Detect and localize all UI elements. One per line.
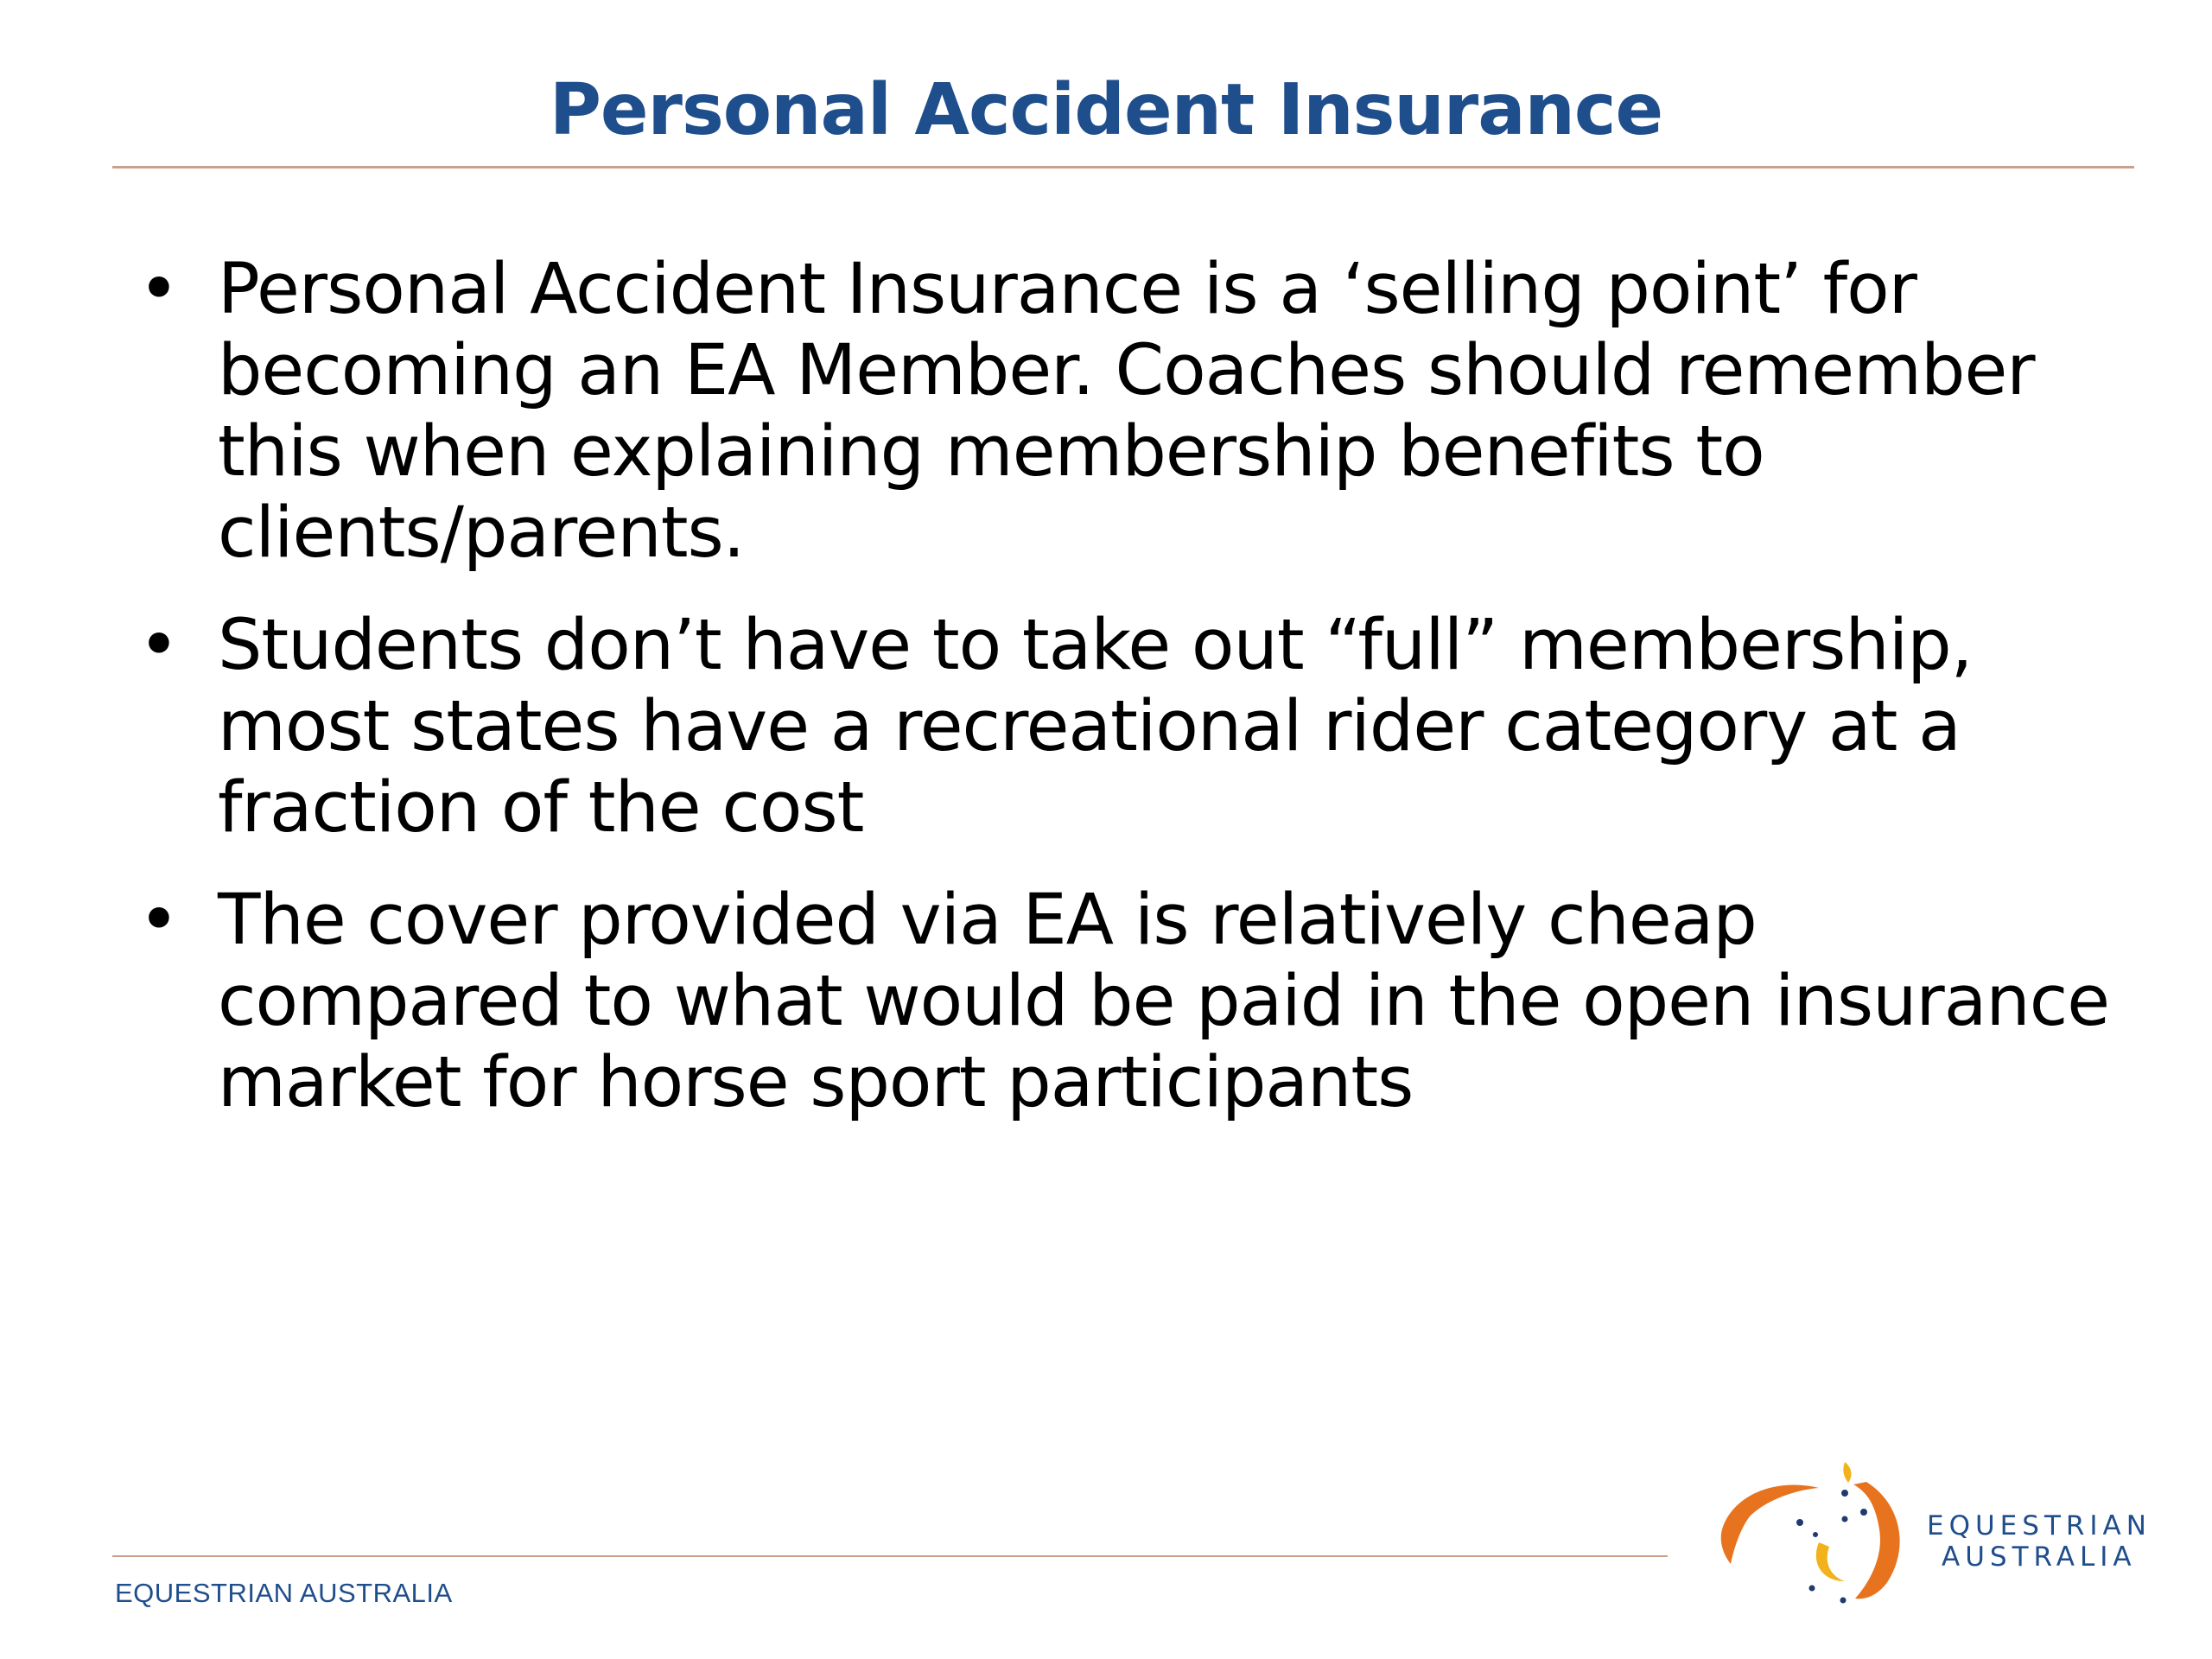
logo-text-line1: EQUESTRIAN [1927, 1510, 2152, 1541]
bullet-text: Personal Accident Insurance is a ‘selling point’ for becoming an EA Member. Coaches should remember this when explaining membership benefits to clients/parents. [218, 249, 2035, 574]
bullet-text: The cover provided via EA is relatively cheap compared to what would be paid in the open insurance market for horse sport participants [218, 880, 2110, 1123]
footer-text: EQUESTRIAN AUSTRALIA [115, 1578, 453, 1608]
title-divider [112, 166, 2134, 168]
bullet-dot-icon: • [138, 880, 179, 961]
bullet-dot-icon: • [138, 605, 179, 686]
bullet-item [130, 880, 2117, 1123]
bullet-text: Students don’t have to take out “full” membership, most states have a recreational rider category at a fraction of the cost [218, 605, 1973, 849]
equestrian-australia-logo [1715, 1452, 2164, 1607]
logo-text-line2: AUSTRALIA [1942, 1541, 2137, 1573]
bullet-item [130, 249, 2117, 574]
bullet-list [130, 249, 2117, 1154]
bullet-item [130, 605, 2117, 849]
horse-logo-icon [1715, 1452, 1923, 1607]
slide-title: Personal Accident Insurance [549, 69, 1663, 151]
bullet-dot-icon: • [138, 249, 179, 330]
footer-divider [112, 1555, 1668, 1557]
